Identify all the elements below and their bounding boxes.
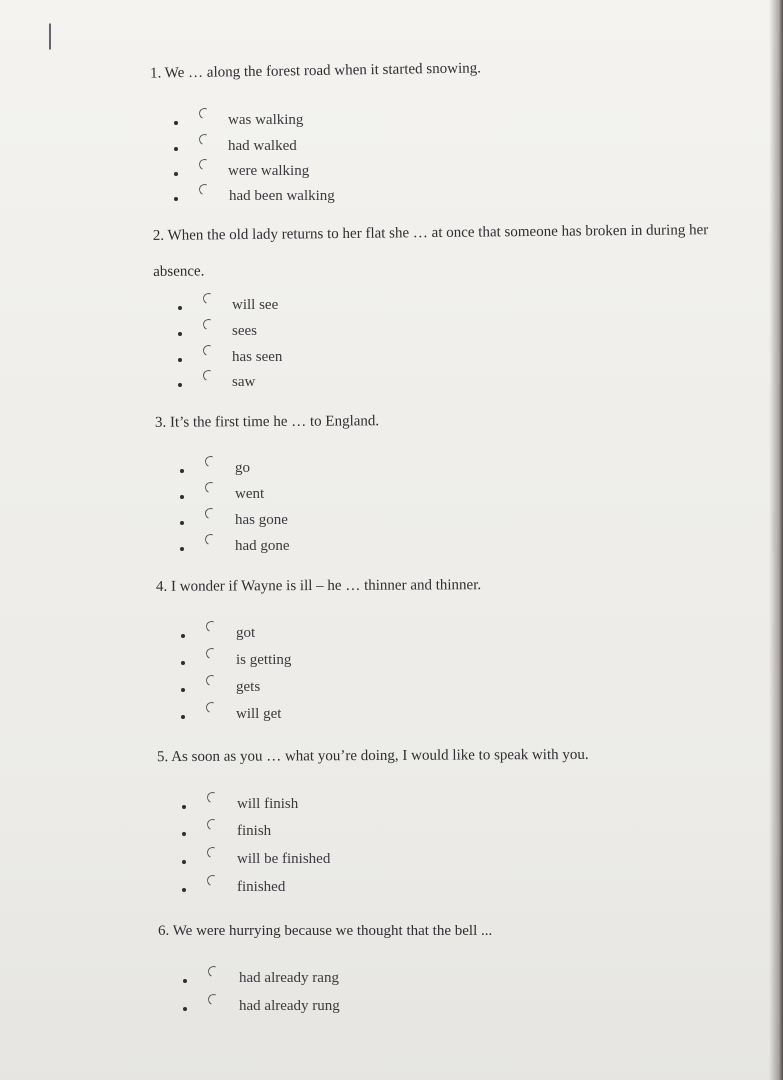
bullet-icon — [181, 715, 185, 719]
radio-button-icon[interactable] — [204, 700, 218, 714]
option-row[interactable] — [183, 994, 443, 1020]
bullet-icon — [180, 547, 184, 551]
option-row[interactable] — [180, 456, 440, 482]
option-label: go — [235, 460, 250, 476]
option-label: will finish — [237, 796, 299, 812]
radio-button-icon[interactable] — [205, 845, 219, 859]
bullet-icon — [180, 521, 184, 525]
option-row[interactable] — [181, 621, 441, 647]
question-text: 4. I wonder if Wayne is ill – he … thinner and thinner. — [155, 577, 482, 595]
option-label: finished — [237, 879, 286, 895]
question-text: 5. As soon as you … what you’re doing, I would like to speak with you. — [156, 746, 589, 766]
option-label: was walking — [228, 112, 304, 128]
bullet-icon — [180, 495, 184, 499]
handwritten-page-mark: I — [45, 17, 56, 59]
option-label: has seen — [232, 349, 283, 365]
bullet-icon — [178, 383, 182, 387]
option-row[interactable] — [182, 792, 442, 818]
option-row[interactable] — [183, 966, 443, 992]
bullet-icon — [174, 121, 178, 125]
option-row[interactable] — [174, 159, 434, 185]
radio-button-icon[interactable] — [197, 132, 211, 146]
radio-button-icon[interactable] — [203, 506, 217, 520]
radio-button-icon[interactable] — [204, 646, 218, 660]
option-row[interactable] — [174, 184, 434, 210]
radio-button-icon[interactable] — [205, 817, 219, 831]
option-label: had already rung — [239, 998, 340, 1014]
bullet-icon — [181, 688, 185, 692]
option-row[interactable] — [178, 293, 438, 319]
option-row[interactable] — [180, 482, 440, 508]
option-label: will see — [232, 297, 279, 313]
option-label: finish — [237, 823, 272, 839]
option-label: is getting — [236, 652, 292, 668]
option-row[interactable] — [182, 847, 442, 873]
bullet-icon — [182, 805, 186, 809]
radio-button-icon[interactable] — [197, 106, 211, 120]
option-row[interactable] — [178, 319, 438, 345]
bullet-icon — [178, 332, 182, 336]
bullet-icon — [174, 197, 178, 201]
option-label: gets — [236, 679, 261, 695]
option-row[interactable] — [174, 134, 434, 160]
radio-button-icon[interactable] — [203, 532, 217, 546]
radio-button-icon[interactable] — [201, 343, 215, 357]
option-row[interactable] — [180, 508, 440, 534]
bullet-icon — [180, 469, 184, 473]
option-label: got — [236, 625, 256, 641]
option-label: will get — [236, 706, 282, 722]
option-label: saw — [232, 374, 256, 390]
question-text: 2. When the old lady returns to her flat she … at once that someone has broken in during her absence. — [152, 222, 709, 280]
option-row[interactable] — [181, 675, 441, 701]
radio-button-icon[interactable] — [201, 317, 215, 331]
option-row[interactable] — [178, 370, 438, 396]
bullet-icon — [182, 860, 186, 864]
radio-button-icon[interactable] — [197, 182, 211, 196]
bullet-icon — [174, 172, 178, 176]
option-row[interactable] — [180, 534, 440, 560]
option-row[interactable] — [182, 875, 442, 901]
option-label: will be finished — [237, 851, 331, 867]
question-text: 1. We … along the forest road when it started snowing. — [149, 60, 482, 82]
bullet-icon — [181, 661, 185, 665]
option-label: had gone — [235, 538, 290, 554]
option-label: had already rang — [239, 970, 339, 986]
bullet-icon — [182, 832, 186, 836]
radio-button-icon[interactable] — [204, 619, 218, 633]
question-text: 6. We were hurrying because we thought that the bell ... — [158, 923, 493, 939]
option-label: had walked — [228, 138, 297, 154]
question-text: 3. It’s the first time he … to England. — [154, 413, 380, 431]
radio-button-icon[interactable] — [205, 873, 219, 887]
bullet-icon — [178, 306, 182, 310]
option-label: has gone — [235, 512, 288, 528]
radio-button-icon[interactable] — [206, 964, 220, 978]
radio-button-icon[interactable] — [201, 291, 215, 305]
radio-button-icon[interactable] — [201, 368, 215, 382]
radio-button-icon[interactable] — [203, 480, 217, 494]
option-label: were walking — [228, 163, 310, 179]
bullet-icon — [182, 888, 186, 892]
page-edge-shadow — [769, 0, 783, 1080]
bullet-icon — [174, 147, 178, 151]
bullet-icon — [181, 634, 185, 638]
option-label: had been walking — [229, 188, 335, 204]
radio-button-icon[interactable] — [204, 673, 218, 687]
option-label: went — [235, 486, 265, 502]
radio-button-icon[interactable] — [203, 454, 217, 468]
option-row[interactable] — [178, 345, 438, 371]
option-label: sees — [232, 323, 257, 339]
radio-button-icon[interactable] — [197, 157, 211, 171]
option-row[interactable] — [181, 702, 441, 728]
option-row[interactable] — [181, 648, 441, 674]
bullet-icon — [183, 1007, 187, 1011]
option-row[interactable] — [182, 819, 442, 845]
radio-button-icon[interactable] — [206, 992, 220, 1006]
radio-button-icon[interactable] — [205, 790, 219, 804]
option-row[interactable] — [174, 108, 434, 134]
bullet-icon — [183, 979, 187, 983]
bullet-icon — [178, 358, 182, 362]
